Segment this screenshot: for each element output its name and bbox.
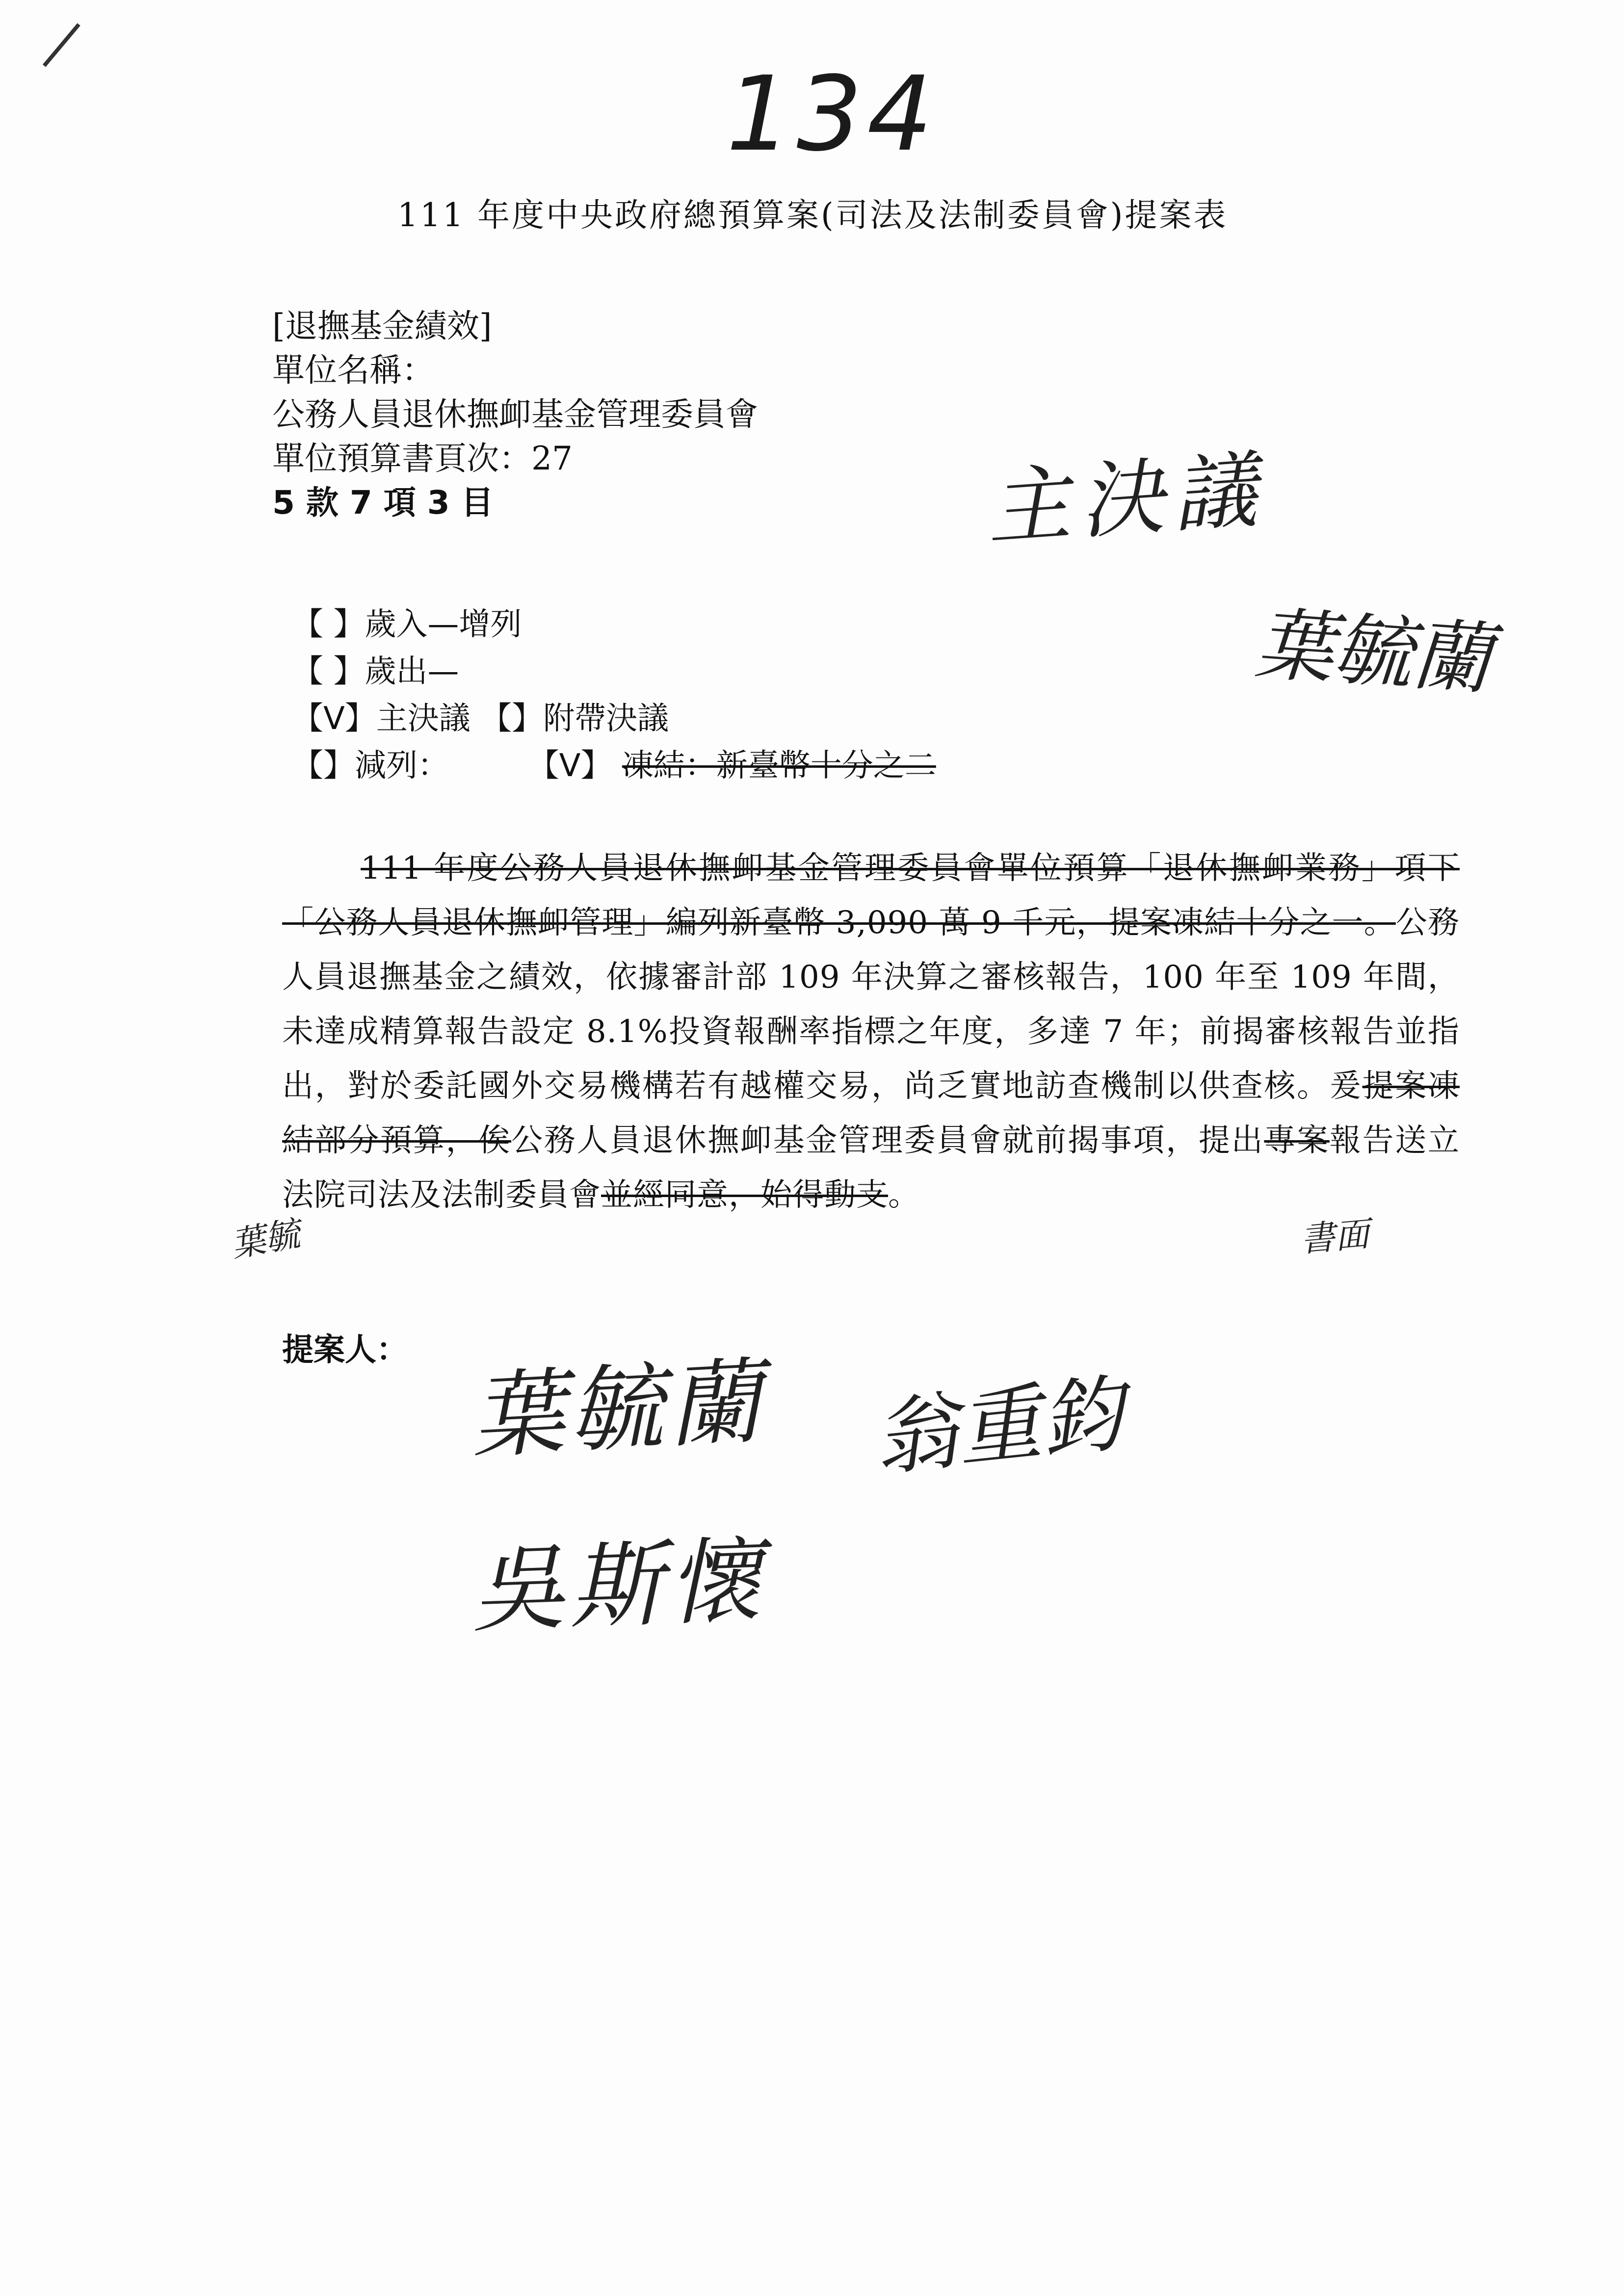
unit-name-label: 單位名稱： xyxy=(272,351,434,389)
handwritten-signature-1: 葉毓蘭 xyxy=(469,1347,769,1471)
body-text-2: 公務人員退休撫卹基金管理委員會就前揭事項，提出 xyxy=(511,1122,1264,1159)
handwritten-side-note: 葉毓 xyxy=(228,1213,303,1265)
option-freeze-mark: 【V】 xyxy=(527,748,612,784)
body-text-1: 公務人員退撫基金之績效，依據審計部 109 年決算之審核報告，100 年至 109 年間，未達成精算報告設定 8.1%投資報酬率指標之年度，多達 7 年；前揭審核報告並指出，對於委託國外交易機構若有越權交易，尚乏實地訪查機制以供查核。爰 xyxy=(282,905,1460,1104)
body-text-3: 報告送立法院司法及法制委員會 xyxy=(282,1122,1460,1213)
proposal-body xyxy=(282,841,1460,1223)
option-cut: 【】減列： xyxy=(292,748,449,784)
handwritten-decision-note: 主決議 xyxy=(983,441,1270,558)
handwritten-signature-margin: 葉毓蘭 xyxy=(1253,598,1494,706)
proposer-label: 提案人： xyxy=(282,1332,408,1368)
budget-page-reference: 單位預算書頁次：27 xyxy=(272,440,573,477)
body-end: 。 xyxy=(888,1177,920,1213)
struck-consent-text: 並經同意，始得動支 xyxy=(601,1177,888,1213)
handwritten-signature-3: 吳斯懷 xyxy=(469,1526,768,1645)
option-revenue: 【 】歲入—增列 xyxy=(292,606,522,643)
proposal-options xyxy=(292,601,936,789)
document-title: 111 年度中央政府總預算案(司法及法制委員會)提案表 xyxy=(397,196,1228,234)
category-label: [退撫基金績效] xyxy=(272,307,492,345)
option-resolution: 【V】主決議 【】附帶決議 xyxy=(292,701,669,737)
struck-freeze-text: 提案凍結部分預算，俟 xyxy=(282,1068,1460,1159)
handwritten-page-number: 134 xyxy=(726,54,938,174)
option-freeze-struck: 凍結：新臺幣十分之二 xyxy=(622,748,936,784)
handwritten-correction: 書面 xyxy=(1299,1214,1371,1260)
option-expenditure: 【 】歲出— xyxy=(292,653,459,690)
struck-intro-text: 111 年度公務人員退休撫卹基金管理委員會單位預算「退休撫卹業務」項下「公務人員退休撫卹管理」編列新臺幣 3,090 萬 9 千元，提案凍結十分之一。 xyxy=(282,850,1460,941)
struck-report-text: 專案 xyxy=(1264,1122,1330,1159)
unit-info-block xyxy=(272,304,758,525)
option-cut-freeze xyxy=(292,742,936,789)
item-reference: 5 款 7 項 3 目 xyxy=(272,484,494,522)
handwritten-signature-2: 翁重鈞 xyxy=(869,1365,1129,1488)
unit-name: 公務人員退休撫卹基金管理委員會 xyxy=(272,395,758,433)
corner-pen-mark xyxy=(43,23,80,67)
